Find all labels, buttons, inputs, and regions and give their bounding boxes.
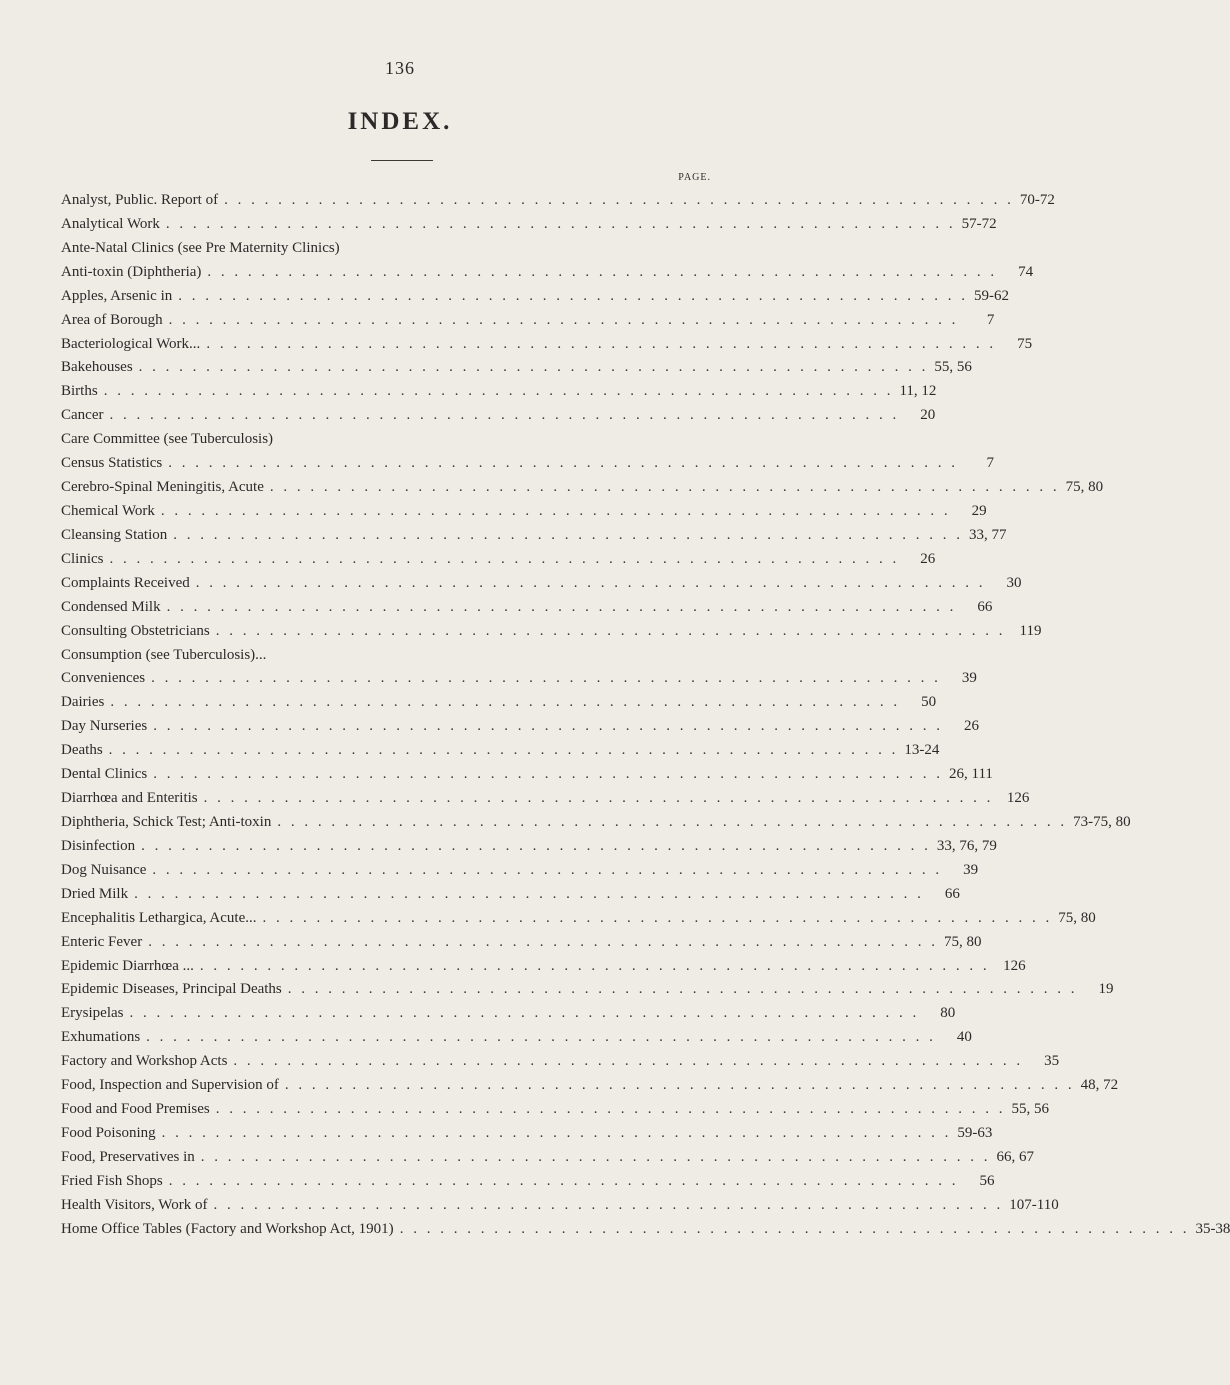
index-term: Food, Preservatives in — [61, 1148, 195, 1165]
dot-leader: . . . . . . . . . . . . . . . . . . . . . . . . . . . . . . . . . . . . . . . . . . . . . . . . . . . . . . . . . . . — [195, 574, 986, 591]
dot-leader: . . . . . . . . . . . . . . . . . . . . . . . . . . . . . . . . . . . . . . . . . . . . . . . . . . . . . . . . . . . — [148, 933, 938, 950]
index-entry — [61, 670, 977, 694]
index-entry — [61, 790, 1030, 814]
index-term: Erysipelas — [61, 1005, 124, 1022]
index-term: Ante-Natal Clinics (see Pre Maternity Clinics) — [61, 239, 340, 256]
index-entry — [61, 1124, 993, 1149]
index-term: Anti-toxin (Diphtheria) — [61, 263, 202, 280]
index-term: Apples, Arsenic in — [61, 287, 173, 304]
index-term: Epidemic Diseases, Principal Deaths — [61, 981, 282, 998]
index-entry — [61, 287, 1009, 312]
index-pages: 7 — [986, 455, 995, 472]
index-term: Epidemic Diarrhœa ... — [61, 957, 194, 974]
index-term: Conveniences — [61, 670, 146, 687]
index-pages: 48, 72 — [1080, 1077, 1119, 1094]
index-term: Bacteriological Work... — [61, 335, 201, 352]
index-pages: 35-38 — [1195, 1220, 1230, 1237]
index-term: Enteric Fever — [61, 933, 143, 950]
index-term: Analyst, Public. Report of — [61, 192, 219, 208]
dot-leader: . . . . . . . . . . . . . . . . . . . . . . . . . . . . . . . . . . . . . . . . . . . . . . . . . . . . . . . . . . . — [141, 837, 931, 854]
dot-leader: . . . . . . . . . . . . . . . . . . . . . . . . . . . . . . . . . . . . . . . . . . . . . . . . . . . . . . . . . . . — [153, 718, 943, 735]
index-entry — [61, 359, 972, 383]
index-term: Bakehouses — [61, 359, 133, 376]
index-entry — [61, 1220, 1230, 1245]
index-term: Condensed Milk — [61, 598, 161, 615]
index-pages: 55, 56 — [1011, 1101, 1050, 1118]
dot-leader: . . . . . . . . . . . . . . . . . . . . . . . . . . . . . . . . . . . . . . . . . . . . . . . . . . . . . . . . . . . — [166, 598, 957, 615]
index-pages: 75, 80 — [943, 933, 982, 950]
dot-leader: . . . . . . . . . . . . . . . . . . . . . . . . . . . . . . . . . . . . . . . . . . . . . . . . . . . . . . . . . . . — [262, 909, 1053, 926]
index-term: Cerebro-Spinal Meningitis, Acute — [61, 479, 264, 496]
index-term: Disinfection — [61, 837, 136, 854]
index-pages: 19 — [1098, 981, 1114, 998]
index-pages: 26 — [963, 718, 979, 735]
index-entry — [61, 1077, 1119, 1101]
index-pages: 57-72 — [961, 215, 997, 232]
index-entry — [61, 885, 960, 910]
index-pages: 59-62 — [973, 287, 1009, 304]
index-term: Exhumations — [61, 1029, 141, 1046]
dot-leader: . . . . . . . . . . . . . . . . . . . . . . . . . . . . . . . . . . . . . . . . . . . . . . . . . . . . . . . . . . . — [269, 479, 1060, 496]
dot-leader: . . . . . . . . . . . . . . . . . . . . . . . . . . . . . . . . . . . . . . . . . . . . . . . . . . . . . . . . . . . — [129, 1005, 920, 1022]
dot-leader: . . . . . . . . . . . . . . . . . . . . . . . . . . . . . . . . . . . . . . . . . . . . . . . . . . . . . . . . . . . — [200, 1148, 991, 1165]
index-entry — [61, 813, 1131, 838]
dot-leader: . . . . . . . . . . . . . . . . . . . . . . . . . . . . . . . . . . . . . . . . . . . . . . . . . . . . . . . . . . . — [153, 766, 943, 783]
index-pages: 75, 80 — [1065, 479, 1104, 496]
index-term: Deaths — [61, 742, 103, 759]
dot-leader: . . . . . . . . . . . . . . . . . . . . . . . . . . . . . . . . . . . . . . . . . . . . . . . . . . . . . . . . . . . — [199, 957, 990, 974]
index-entry — [61, 742, 940, 766]
dot-leader: . . . . . . . . . . . . . . . . . . . . . . . . . . . . . . . . . . . . . . . . . . . . . . . . . . . . . . . . . . . — [277, 813, 1068, 830]
index-entry — [61, 526, 1007, 551]
dot-leader: . . . . . . . . . . . . . . . . . . . . . . . . . . . . . . . . . . . . . . . . . . . . . . . . . . . . . . . . . . . — [173, 526, 963, 543]
index-term: Health Visitors, Work of — [61, 1196, 208, 1213]
index-pages: 55, 56 — [934, 359, 972, 376]
index-term: Consumption (see Tuberculosis)... — [61, 646, 267, 663]
dot-leader: . . . . . . . . . . . . . . . . . . . . . . . . . . . . . . . . . . . . . . . . . . . . . . . . . . . . . . . . . . . — [146, 1029, 936, 1046]
index-pages: 13-24 — [904, 742, 940, 759]
index-term: Cancer — [61, 407, 104, 424]
dot-leader: . . . . . . . . . . . . . . . . . . . . . . . . . . . . . . . . . . . . . . . . . . . . . . . . . . . . . . . . . . . — [215, 622, 1006, 639]
index-pages: 20 — [920, 407, 936, 424]
index-pages: 39 — [963, 861, 979, 878]
index-term: Dried Milk — [61, 885, 129, 902]
dot-leader: . . . . . . . . . . . . . . . . . . . . . . . . . . . . . . . . . . . . . . . . . . . . . . . . . . . . . . . . . . . — [160, 502, 951, 519]
index-term: Dog Nuisance — [61, 861, 147, 878]
index-entry — [61, 192, 1055, 216]
index-entry — [61, 574, 1022, 599]
index-pages: 59-63 — [957, 1124, 993, 1141]
index-pages: 33, 77 — [969, 526, 1007, 543]
index-pages: 75 — [1017, 335, 1033, 352]
index-pages: 50 — [921, 694, 937, 711]
index-entry — [61, 622, 1042, 647]
index-term: Consulting Obstetricians — [61, 622, 210, 639]
dot-leader: . . . . . . . . . . . . . . . . . . . . . . . . . . . . . . . . . . . . . . . . . . . . . . . . . . . . . . . . . . . — [215, 1101, 1006, 1118]
index-list — [61, 192, 1230, 1245]
index-entry — [61, 1029, 972, 1053]
index-pages: 126 — [1003, 957, 1026, 974]
dot-leader: . . . . . . . . . . . . . . . . . . . . . . . . . . . . . . . . . . . . . . . . . . . . . . . . . . . . . . . . . . . — [213, 1196, 1004, 1213]
index-entry — [61, 215, 997, 240]
dot-leader: . . . . . . . . . . . . . . . . . . . . . . . . . . . . . . . . . . . . . . . . . . . . . . . . . . . . . . . . . . . — [109, 407, 900, 424]
dot-leader: . . . . . . . . . . . . . . . . . . . . . . . . . . . . . . . . . . . . . . . . . . . . . . . . . . . . . . . . . . . — [168, 311, 959, 328]
index-term: Births — [61, 383, 98, 400]
dot-leader: . . . . . . . . . . . . . . . . . . . . . . . . . . . . . . . . . . . . . . . . . . . . . . . . . . . . . . . . . . . — [152, 861, 943, 878]
index-pages: 66, 67 — [996, 1148, 1034, 1165]
index-term: Care Committee (see Tuberculosis) — [61, 431, 274, 448]
index-entry — [61, 909, 1096, 934]
dot-leader: . . . . . . . . . . . . . . . . . . . . . . . . . . . . . . . . . . . . . . . . . . . . . . . . . . . . . . . . . . . — [103, 383, 894, 400]
index-pages: 75, 80 — [1058, 909, 1096, 926]
index-entry — [61, 263, 1034, 288]
index-entry — [61, 479, 1104, 503]
index-term: Analytical Work — [61, 215, 160, 232]
index-pages: 33, 76, 79 — [936, 837, 997, 854]
index-entry — [61, 933, 982, 958]
index-entry — [61, 861, 979, 886]
index-entry — [61, 598, 993, 623]
index-pages: 107-110 — [1009, 1196, 1059, 1213]
index-term: Factory and Workshop Acts — [61, 1053, 228, 1070]
index-term: Diphtheria, Schick Test; Anti-toxin — [61, 813, 272, 830]
index-pages: 35 — [1044, 1053, 1060, 1070]
index-entry — [61, 240, 711, 264]
index-term: Diarrhœa and Enteritis — [61, 790, 198, 807]
index-term: Dental Clinics — [61, 766, 148, 783]
title-rule — [371, 160, 433, 161]
dot-leader: . . . . . . . . . . . . . . . . . . . . . . . . . . . . . . . . . . . . . . . . . . . . . . . . . . . . . . . . . . . — [168, 455, 959, 472]
index-entry — [61, 766, 993, 790]
dot-leader: . . . . . . . . . . . . . . . . . . . . . . . . . . . . . . . . . . . . . . . . . . . . . . . . . . . . . . . . . . . — [203, 790, 994, 807]
dot-leader: . . . . . . . . . . . . . . . . . . . . . . . . . . . . . . . . . . . . . . . . . . . . . . . . . . . . . . . . . . . — [110, 694, 901, 711]
index-pages: 66 — [977, 598, 993, 615]
index-pages: 40 — [956, 1029, 972, 1046]
index-entry — [61, 694, 937, 718]
dot-leader: . . . . . . . . . . . . . . . . . . . . . . . . . . . . . . . . . . . . . . . . . . . . . . . . . . . . . . . . . . . — [138, 359, 929, 376]
index-term: Encephalitis Lethargica, Acute... — [61, 909, 257, 926]
index-term: Area of Borough — [61, 311, 163, 328]
index-pages: 126 — [1006, 790, 1030, 807]
index-entry — [61, 502, 987, 527]
dot-leader: . . . . . . . . . . . . . . . . . . . . . . . . . . . . . . . . . . . . . . . . . . . . . . . . . . . . . . . . . . . — [284, 1077, 1075, 1094]
index-term: Chemical Work — [61, 502, 155, 519]
index-term: Day Nurseries — [61, 718, 148, 735]
index-pages: 66 — [944, 885, 960, 902]
index-pages: 80 — [940, 1005, 956, 1022]
index-term: Food Poisoning — [61, 1124, 156, 1141]
index-entry — [61, 957, 1026, 982]
dot-leader: . . . . . . . . . . . . . . . . . . . . . . . . . . . . . . . . . . . . . . . . . . . . . . . . . . . . . . . . . . . — [134, 885, 924, 902]
index-entry — [61, 981, 1114, 1005]
index-term: Food, Inspection and Supervision of — [61, 1077, 279, 1094]
index-pages: 7 — [986, 311, 995, 328]
dot-leader: . . . . . . . . . . . . . . . . . . . . . . . . . . . . . . . . . . . . . . . . . . . . . . . . . . . . . . . . . . . — [161, 1124, 952, 1141]
index-pages: 26, 111 — [949, 766, 993, 783]
index-pages: 119 — [1019, 622, 1042, 639]
index-entry — [61, 431, 711, 455]
index-entry — [61, 550, 936, 575]
index-entry — [61, 647, 711, 671]
dot-leader: . . . . . . . . . . . . . . . . . . . . . . . . . . . . . . . . . . . . . . . . . . . . . . . . . . . . . . . . . . . — [287, 981, 1078, 998]
index-entry — [61, 455, 995, 479]
index-entry — [61, 1053, 1060, 1077]
dot-leader: . . . . . . . . . . . . . . . . . . . . . . . . . . . . . . . . . . . . . . . . . . . . . . . . . . . . . . . . . . . — [178, 287, 968, 304]
index-term: Fried Fish Shops — [61, 1172, 163, 1189]
dot-leader: . . . . . . . . . . . . . . . . . . . . . . . . . . . . . . . . . . . . . . . . . . . . . . . . . . . . . . . . . . . — [168, 1172, 959, 1189]
index-term: Clinics — [61, 550, 104, 567]
dot-leader: . . . . . . . . . . . . . . . . . . . . . . . . . . . . . . . . . . . . . . . . . . . . . . . . . . . . . . . . . . . — [399, 1220, 1190, 1237]
dot-leader: . . . . . . . . . . . . . . . . . . . . . . . . . . . . . . . . . . . . . . . . . . . . . . . . . . . . . . . . . . . — [109, 550, 900, 567]
page-title: INDEX. — [347, 108, 453, 135]
page-column-header: PAGE. — [678, 172, 711, 183]
index-entry — [61, 1005, 956, 1029]
index-term: Cleansing Station — [61, 526, 168, 543]
index-pages: 56 — [979, 1172, 995, 1189]
dot-leader: . . . . . . . . . . . . . . . . . . . . . . . . . . . . . . . . . . . . . . . . . . . . . . . . . . . . . . . . . . . — [233, 1053, 1024, 1070]
index-pages: 29 — [971, 502, 987, 519]
index-pages: 39 — [961, 670, 977, 687]
index-pages: 11, 12 — [899, 383, 937, 400]
index-term: Food and Food Premises — [61, 1101, 210, 1118]
index-entry — [61, 335, 1033, 360]
dot-leader: . . . . . . . . . . . . . . . . . . . . . . . . . . . . . . . . . . . . . . . . . . . . . . . . . . . . . . . . . . . — [224, 192, 1014, 208]
dot-leader: . . . . . . . . . . . . . . . . . . . . . . . . . . . . . . . . . . . . . . . . . . . . . . . . . . . . . . . . . . . — [207, 263, 998, 280]
index-pages: 74 — [1018, 263, 1034, 280]
index-pages: 70-72 — [1019, 192, 1055, 208]
index-entry — [61, 383, 937, 407]
index-entry — [61, 1196, 1059, 1221]
index-entry — [61, 837, 997, 862]
index-entry — [61, 718, 979, 742]
index-term: Home Office Tables (Factory and Workshop Act, 1901) — [61, 1220, 394, 1237]
page-number: 136 — [385, 58, 415, 78]
dot-leader: . . . . . . . . . . . . . . . . . . . . . . . . . . . . . . . . . . . . . . . . . . . . . . . . . . . . . . . . . . . — [165, 215, 956, 232]
index-term: Complaints Received — [61, 574, 190, 591]
index-term: Census Statistics — [61, 455, 163, 472]
dot-leader: . . . . . . . . . . . . . . . . . . . . . . . . . . . . . . . . . . . . . . . . . . . . . . . . . . . . . . . . . . . — [151, 670, 941, 687]
index-entry — [61, 1101, 1050, 1125]
dot-leader: . . . . . . . . . . . . . . . . . . . . . . . . . . . . . . . . . . . . . . . . . . . . . . . . . . . . . . . . . . . — [206, 335, 997, 352]
dot-leader: . . . . . . . . . . . . . . . . . . . . . . . . . . . . . . . . . . . . . . . . . . . . . . . . . . . . . . . . . . . — [108, 742, 899, 759]
index-pages: 73-75, 80 — [1073, 813, 1131, 830]
index-entry — [61, 1148, 1034, 1173]
index-entry — [61, 407, 936, 431]
index-entry — [61, 311, 995, 336]
index-term: Dairies — [61, 694, 105, 711]
index-entry — [61, 1172, 995, 1197]
index-pages: 26 — [920, 550, 936, 567]
index-pages: 30 — [1006, 574, 1022, 591]
